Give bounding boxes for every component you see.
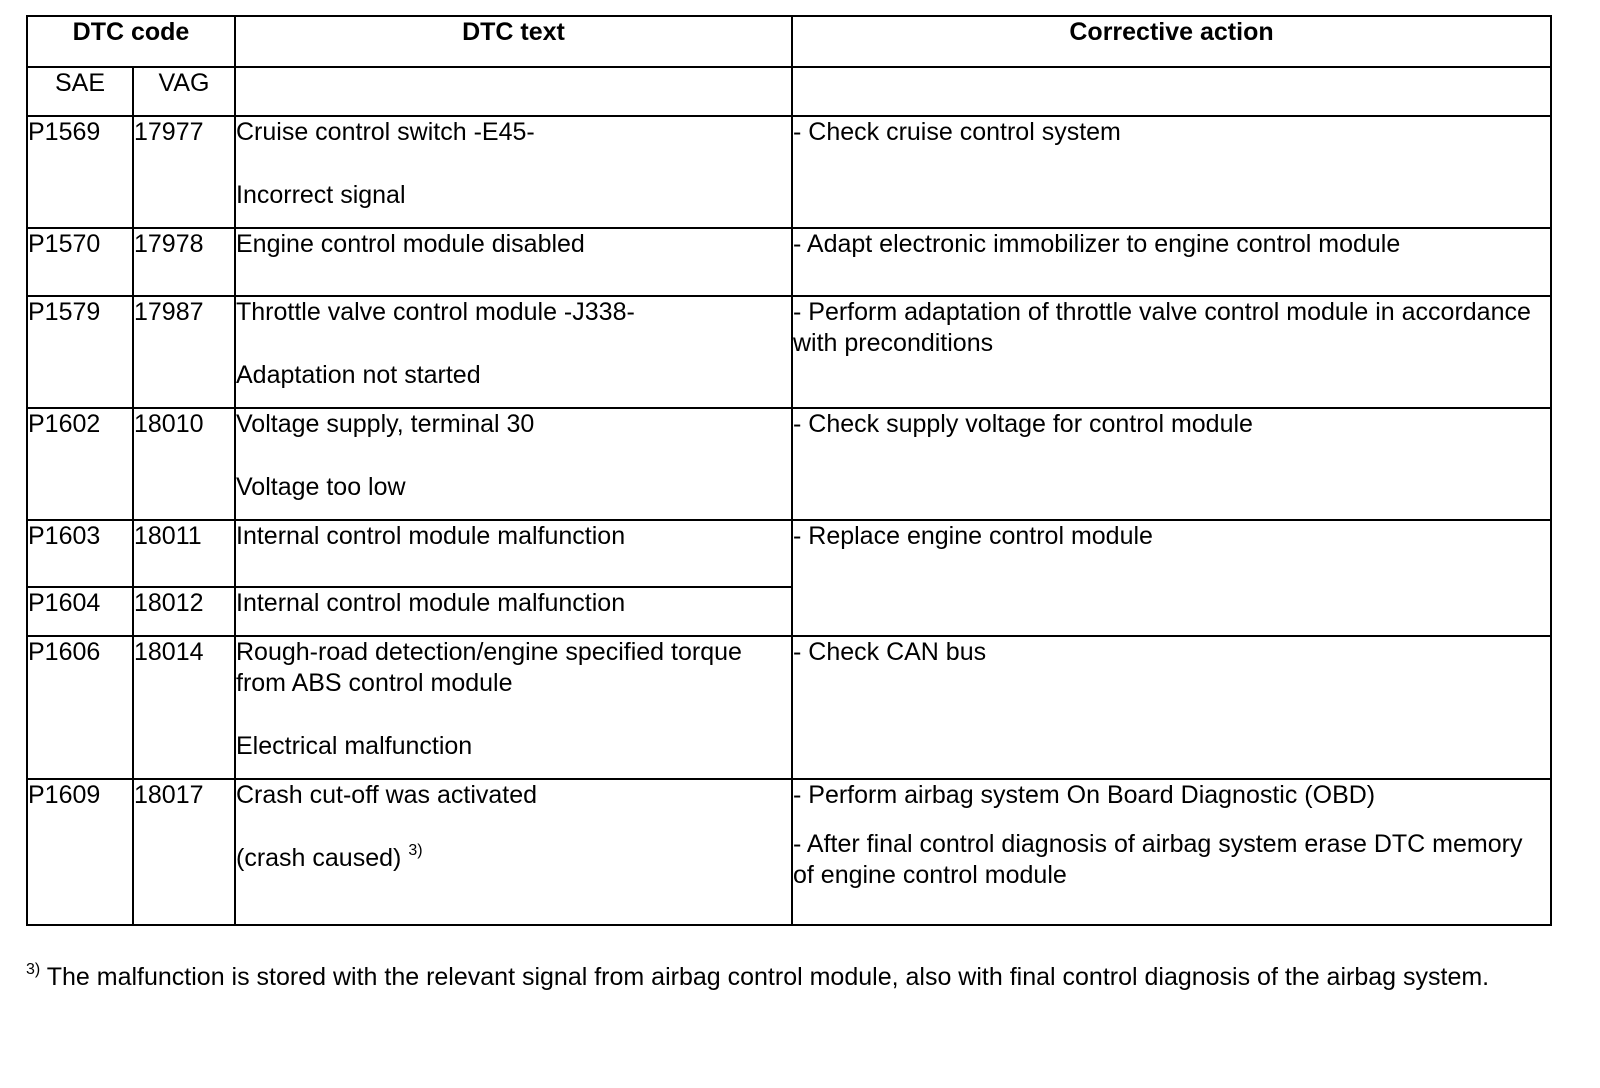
dtc-text-detail: Electrical malfunction (236, 732, 473, 760)
footnote-ref: 3) (408, 841, 423, 859)
action-line: - Check CAN bus (793, 638, 987, 666)
action-line: - Check cruise control system (793, 118, 1121, 146)
action-cell (792, 779, 1551, 925)
dtc-text-line: Throttle valve control module -J338- (236, 298, 635, 326)
dtc-text-cell (235, 116, 792, 228)
sae-code: P1602 (27, 408, 133, 520)
action-cell (792, 636, 1551, 779)
sae-code: P1570 (27, 228, 133, 296)
dtc-text-detail: Voltage too low (236, 473, 406, 501)
header-dtc-code: DTC code (27, 16, 235, 67)
sae-code: P1609 (27, 779, 133, 925)
dtc-text-detail-label: (crash caused) (236, 844, 402, 872)
dtc-text-cell (235, 408, 792, 520)
dtc-text-detail (236, 843, 791, 874)
dtc-text-line: Rough-road detection/engine specified torque from ABS control module (236, 638, 742, 697)
action-cell (792, 296, 1551, 408)
vag-code: 17978 (133, 228, 235, 296)
dtc-text-line: Crash cut-off was activated (236, 781, 538, 809)
dtc-text-cell (235, 779, 792, 925)
dtc-text-cell (235, 587, 792, 636)
table-row (27, 779, 1551, 925)
vag-code: 18010 (133, 408, 235, 520)
sae-code: P1603 (27, 520, 133, 587)
vag-code: 18014 (133, 636, 235, 779)
action-line: - Replace engine control module (793, 522, 1153, 550)
sae-code: P1579 (27, 296, 133, 408)
action-cell (792, 228, 1551, 296)
footnote-marker: 3) (26, 960, 41, 978)
table-row (27, 408, 1551, 520)
dtc-text-cell (235, 228, 792, 296)
vag-code: 17977 (133, 116, 235, 228)
header-row (27, 16, 1551, 67)
action-cell (792, 116, 1551, 228)
dtc-text-line: Internal control module malfunction (236, 522, 626, 550)
table-row (27, 520, 1551, 587)
action-line: - Adapt electronic immobilizer to engine control module (793, 230, 1401, 258)
action-line: - Perform adaptation of throttle valve control module in accordance with preconditions (793, 298, 1531, 357)
sae-code: P1569 (27, 116, 133, 228)
table-row (27, 296, 1551, 408)
sae-code: P1604 (27, 587, 133, 636)
vag-code: 18012 (133, 587, 235, 636)
dtc-text-line: Internal control module malfunction (236, 589, 626, 617)
footnote-text: The malfunction is stored with the relevant signal from airbag control module, also with final control diagnosis of the airbag system. (46, 963, 1490, 991)
dtc-text-detail: Incorrect signal (236, 181, 406, 209)
sae-code: P1606 (27, 636, 133, 779)
dtc-text-line: Voltage supply, terminal 30 (236, 410, 535, 438)
subheader-sae: SAE (27, 67, 133, 116)
subheader-vag: VAG (133, 67, 235, 116)
vag-code: 18017 (133, 779, 235, 925)
dtc-table (26, 15, 1552, 926)
vag-code: 17987 (133, 296, 235, 408)
dtc-text-cell (235, 520, 792, 587)
vag-code: 18011 (133, 520, 235, 587)
action-cell (792, 408, 1551, 520)
action-cell (792, 520, 1551, 636)
dtc-text-cell (235, 636, 792, 779)
table-row (27, 228, 1551, 296)
dtc-text-line: Engine control module disabled (236, 230, 585, 258)
header-dtc-text: DTC text (235, 16, 792, 67)
footnote (26, 962, 1556, 993)
table-row (27, 636, 1551, 779)
table-row (27, 116, 1551, 228)
dtc-text-detail: Adaptation not started (236, 361, 481, 389)
action-line: - Check supply voltage for control module (793, 410, 1253, 438)
subheader-empty-text (235, 67, 792, 116)
action-line: - After final control diagnosis of airbag system erase DTC memory of engine control module (793, 830, 1523, 889)
dtc-text-cell (235, 296, 792, 408)
subheader-row (27, 67, 1551, 116)
subheader-empty-action (792, 67, 1551, 116)
action-line: - Perform airbag system On Board Diagnostic (OBD) (793, 781, 1376, 809)
header-corrective-action: Corrective action (792, 16, 1551, 67)
dtc-text-line: Cruise control switch -E45- (236, 118, 535, 146)
